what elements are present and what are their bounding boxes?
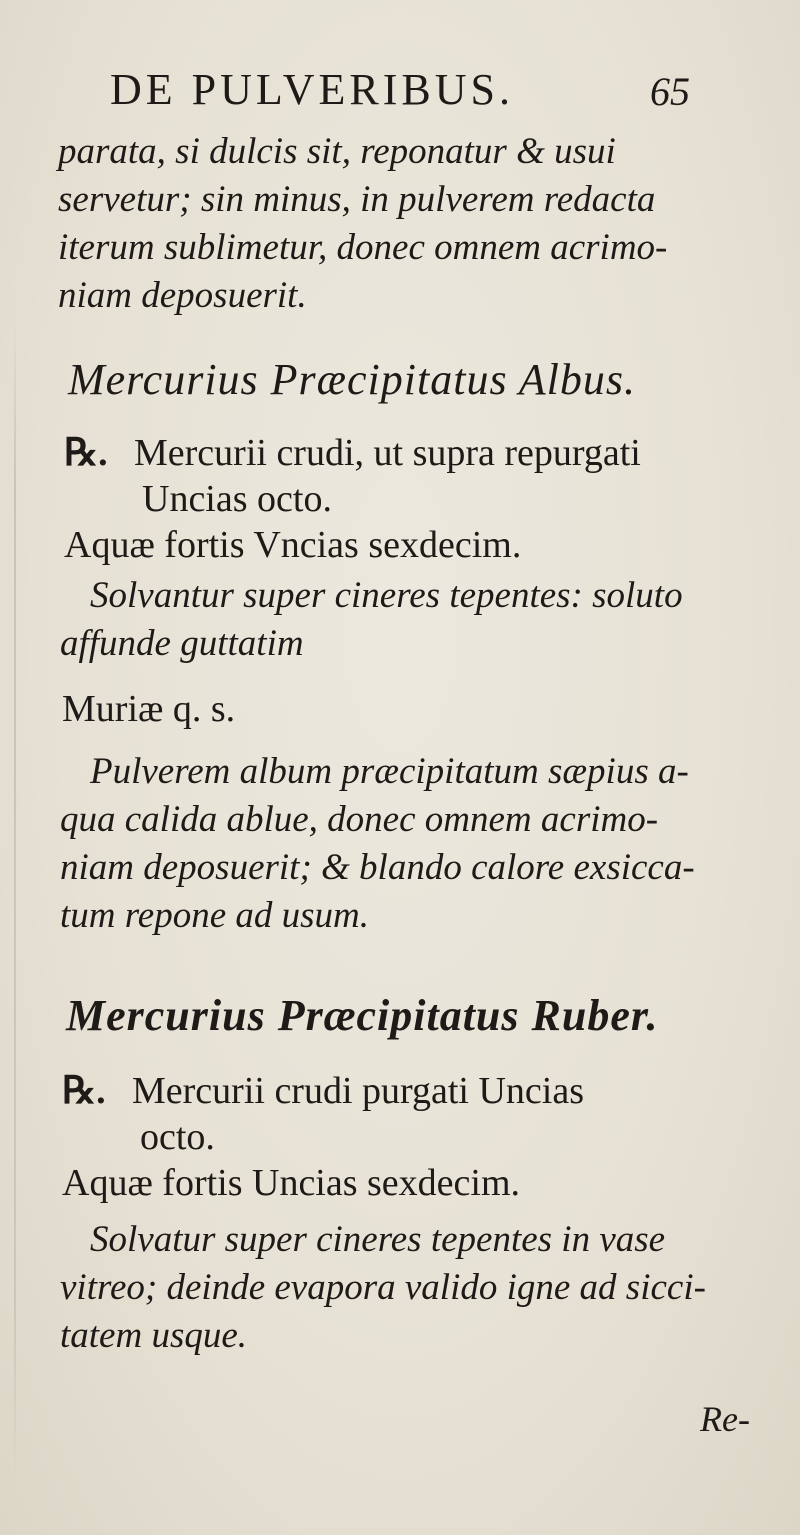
text-line: niam deposuerit; & blando calore exsicca- bbox=[60, 847, 695, 888]
instruction-albus bbox=[60, 572, 760, 668]
text-line: servetur; sin minus, in pulverem redacta bbox=[58, 179, 656, 220]
catchword: Re- bbox=[700, 1399, 750, 1439]
section-title: Mercurius Præcipitatus Ruber. bbox=[66, 991, 659, 1040]
page-number: 65 bbox=[650, 69, 690, 114]
text-line: Solvatur super cineres tepentes in vase bbox=[90, 1219, 666, 1260]
recipe-text: Uncias octo. bbox=[142, 478, 332, 520]
section-title: Mercurius Præcipitatus Albus. bbox=[68, 355, 636, 404]
recipe-line bbox=[64, 430, 764, 476]
text-line: iterum sublimetur, donec omnem acrimo- bbox=[58, 227, 668, 268]
recipe-albus bbox=[64, 430, 764, 568]
text-line: qua calida ablue, donec omnem acrimo- bbox=[60, 799, 659, 840]
text-line: tatem usque. bbox=[60, 1315, 248, 1356]
page-header bbox=[110, 62, 750, 118]
text-line: Pulverem album præcipitatum sæpius a- bbox=[90, 751, 689, 792]
continued-paragraph bbox=[58, 128, 758, 320]
text-line: niam deposuerit. bbox=[58, 275, 307, 316]
recipe-text: Aquæ fortis Uncias sexdecim. bbox=[62, 1162, 521, 1204]
text-line: Solvantur super cineres tepentes: soluto bbox=[90, 575, 683, 616]
ingredient-line: Muriæ q. s. bbox=[62, 688, 236, 730]
section-heading-albus bbox=[68, 352, 768, 408]
paragraph-albus bbox=[60, 748, 760, 940]
recipe-text: octo. bbox=[140, 1116, 215, 1158]
running-head: DE PULVERIBUS. bbox=[110, 65, 514, 114]
text-line: affunde guttatim bbox=[60, 623, 304, 664]
text-line: parata, si dulcis sit, reponatur & usui bbox=[58, 131, 616, 172]
recipe-text: Mercurii crudi purgati Uncias bbox=[132, 1070, 584, 1112]
gutter-shadow bbox=[14, 320, 16, 1480]
section-heading-ruber bbox=[66, 988, 766, 1044]
text-line: tum repone ad usum. bbox=[60, 895, 369, 936]
recipe-ruber bbox=[62, 1068, 762, 1206]
recipe-text: Mercurii crudi, ut supra repurgati bbox=[134, 432, 641, 474]
paragraph-ruber bbox=[60, 1216, 760, 1360]
ingredient-albus bbox=[62, 686, 762, 732]
recipe-line bbox=[62, 1068, 762, 1114]
recipe-symbol: ℞. bbox=[62, 1070, 106, 1112]
recipe-symbol: ℞. bbox=[64, 432, 108, 474]
text-line: vitreo; deinde evapora valido igne ad sicci- bbox=[60, 1267, 706, 1308]
recipe-text: Aquæ fortis Vncias sexdecim. bbox=[64, 524, 522, 566]
